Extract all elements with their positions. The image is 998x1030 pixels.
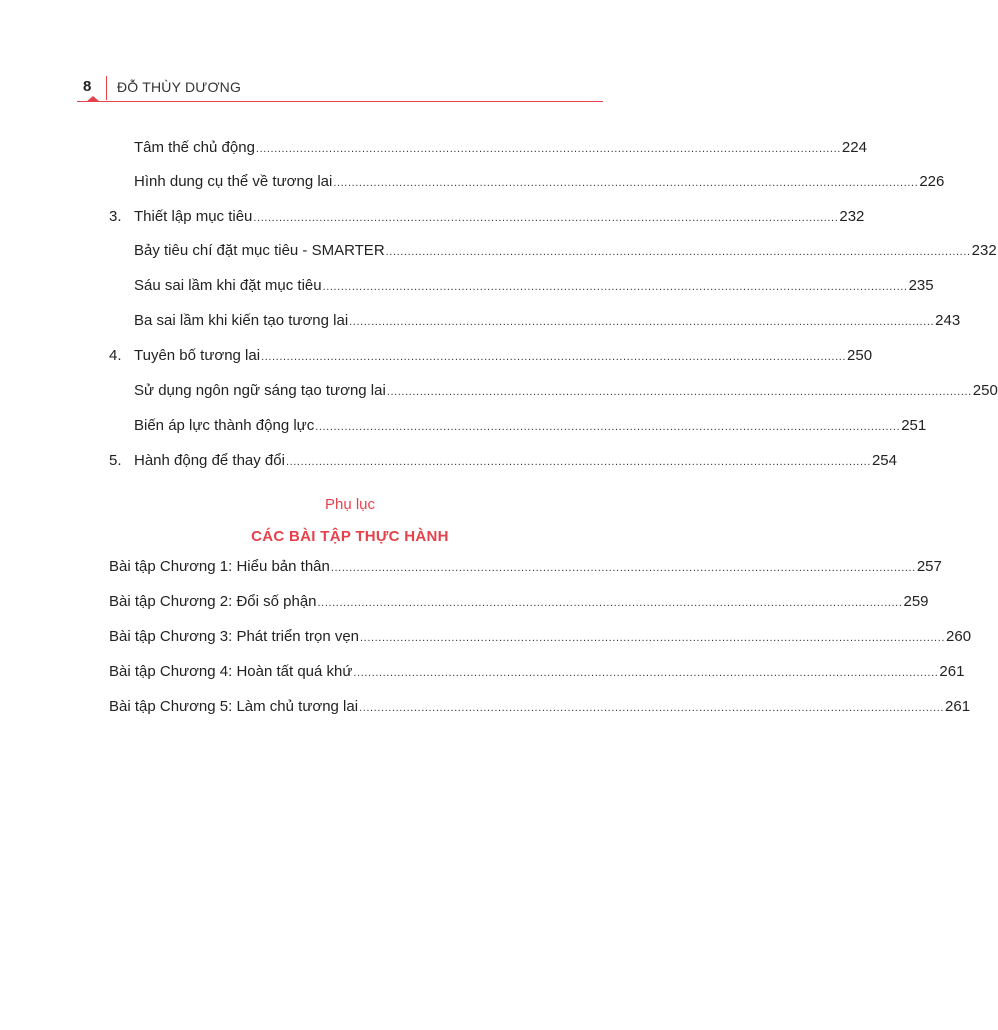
toc-entry[interactable]	[134, 382, 998, 399]
toc-entry-page: 226	[919, 173, 945, 190]
toc-entry[interactable]	[134, 417, 927, 434]
toc-entry-page: 250	[847, 347, 873, 364]
toc-leader-dots: ................................................................................................................................................................	[360, 632, 946, 644]
header-divider-vertical	[106, 76, 107, 100]
toc-entry-title: Hình dung cụ thể về tương lai	[134, 173, 333, 190]
toc-leader-dots: ................................................................................................................................................................	[253, 212, 839, 224]
toc-entry[interactable]	[134, 277, 934, 294]
author-name: ĐỖ THÙY DƯƠNG	[117, 79, 242, 95]
header-rule	[77, 101, 603, 102]
toc-entry[interactable]	[109, 208, 865, 225]
appendix-entry[interactable]	[109, 558, 942, 575]
toc-leader-dots: ................................................................................................................................................................	[255, 143, 841, 155]
appendix-entry-title: Bài tập Chương 2: Đổi số phận	[109, 593, 317, 610]
toc-entry-page: 224	[841, 139, 867, 156]
toc-entry-page: 232	[971, 242, 997, 259]
toc-entry-title: Tuyên bố tương lai	[134, 347, 261, 364]
toc-entry-page: 254	[871, 452, 897, 469]
appendix-entry-page: 261	[945, 698, 971, 715]
toc-entry-title: Hành động để thay đổi	[134, 452, 285, 469]
header-triangle-marker	[86, 96, 100, 102]
toc-entry-title: Ba sai lầm khi kiến tạo tương lai	[134, 312, 349, 329]
appendix-entry[interactable]	[109, 593, 929, 610]
toc-leader-dots: ................................................................................................................................................................	[359, 702, 945, 714]
running-header	[77, 76, 603, 102]
toc-entry[interactable]	[134, 139, 867, 156]
appendix-label: Phụ lục	[324, 496, 376, 513]
toc-entry-page: 251	[901, 417, 927, 434]
toc-entry[interactable]	[109, 452, 897, 469]
toc-entry-number: 5.	[109, 452, 122, 469]
appendix-entry-title: Bài tập Chương 5: Làm chủ tương lai	[109, 698, 359, 715]
toc-leader-dots: ................................................................................................................................................................	[322, 281, 908, 293]
toc-entry-title: Sáu sai lầm khi đặt mục tiêu	[134, 277, 322, 294]
toc-entry[interactable]	[134, 312, 961, 329]
toc-leader-dots: ................................................................................................................................................................	[353, 667, 939, 679]
appendix-entry-page: 260	[946, 628, 972, 645]
toc-entry-number: 4.	[109, 347, 122, 364]
appendix-entry-title: Bài tập Chương 3: Phát triển trọn vẹn	[109, 628, 360, 645]
toc-entry-title: Bảy tiêu chí đặt mục tiêu - SMARTER	[134, 242, 385, 259]
toc-entry-page: 232	[839, 208, 865, 225]
toc-entry-number: 3.	[109, 208, 122, 225]
toc-entry[interactable]	[134, 173, 945, 190]
toc-entry-page: 250	[972, 382, 998, 399]
appendix-entry[interactable]	[109, 628, 972, 645]
toc-entry-title: Thiết lập mục tiêu	[134, 208, 253, 225]
appendix-entry[interactable]	[109, 698, 971, 715]
toc-entry-title: Tâm thế chủ động	[134, 139, 255, 156]
toc-entry[interactable]	[134, 242, 997, 259]
toc-leader-dots: ................................................................................................................................................................	[315, 421, 901, 433]
toc-leader-dots: ................................................................................................................................................................	[385, 246, 971, 258]
toc-entry-title: Sử dụng ngôn ngữ sáng tạo tương lai	[134, 382, 386, 399]
appendix-entry-page: 259	[903, 593, 929, 610]
toc-leader-dots: ................................................................................................................................................................	[333, 177, 919, 189]
appendix-entry-page: 261	[939, 663, 965, 680]
toc-leader-dots: ................................................................................................................................................................	[317, 597, 903, 609]
toc-entry-title: Biến áp lực thành động lực	[134, 417, 315, 434]
toc-entry-page: 235	[908, 277, 934, 294]
page-number: 8	[83, 78, 92, 95]
appendix-entry[interactable]	[109, 663, 965, 680]
appendix-entry-title: Bài tập Chương 4: Hoàn tất quá khứ	[109, 663, 353, 680]
toc-leader-dots: ................................................................................................................................................................	[261, 351, 847, 363]
appendix-title: CÁC BÀI TẬP THỰC HÀNH	[251, 528, 449, 545]
appendix-entry-title: Bài tập Chương 1: Hiểu bản thân	[109, 558, 330, 575]
toc-leader-dots: ................................................................................................................................................................	[330, 562, 916, 574]
toc-leader-dots: ................................................................................................................................................................	[349, 316, 935, 328]
toc-entry-page: 243	[935, 312, 961, 329]
toc-leader-dots: ................................................................................................................................................................	[386, 386, 972, 398]
toc-leader-dots: ................................................................................................................................................................	[285, 456, 871, 468]
toc-entry[interactable]	[109, 347, 873, 364]
appendix-entry-page: 257	[916, 558, 942, 575]
